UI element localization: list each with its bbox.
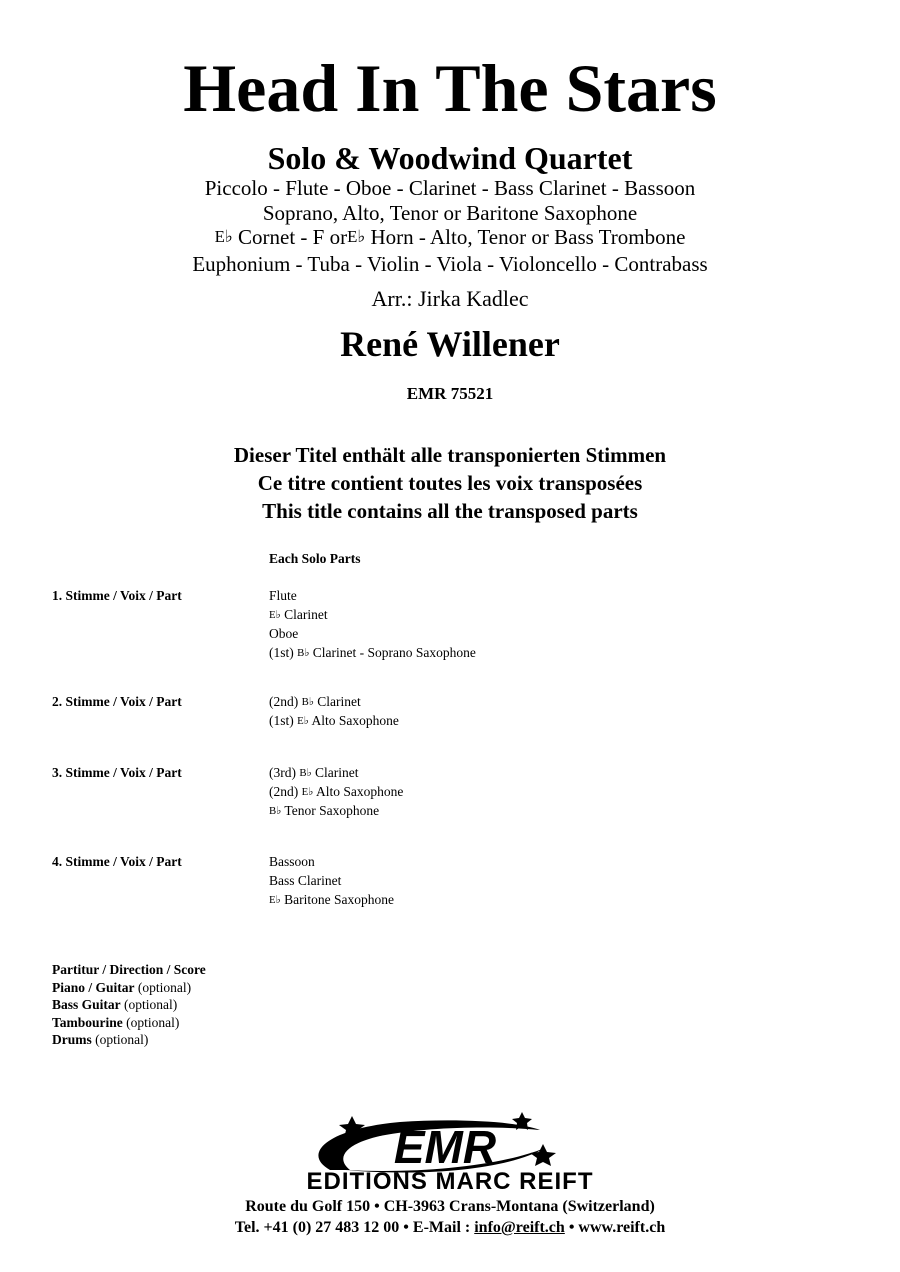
publisher-name: EDITIONS MARC REIFT	[306, 1168, 594, 1195]
arranger: Arr.: Jirka Kadlec	[371, 286, 529, 311]
extra-part	[52, 1014, 206, 1032]
instrument-name: Clarinet - Soprano Saxophone	[309, 645, 476, 660]
extra-part-name: Tambourine	[52, 1014, 123, 1030]
notice-english: This title contains all the transposed parts	[262, 499, 638, 523]
parts-header: Each Solo Parts	[269, 551, 361, 566]
instrument-line-1: Piccolo - Flute - Oboe - Clarinet - Bass Clarinet - Bassoon	[204, 176, 696, 200]
instrument-name: Clarinet	[280, 607, 328, 622]
part-instrument	[269, 764, 403, 783]
part-instrument-list	[269, 693, 399, 731]
instrument-line-4: Euphonium - Tuba - Violin - Viola - Violoncello - Contrabass	[192, 251, 708, 276]
part-instrument	[269, 587, 476, 606]
instrument-prefix: (1st)	[269, 645, 298, 660]
instrument-key: B♭	[269, 804, 282, 817]
subtitle: Solo & Woodwind Quartet	[267, 140, 633, 176]
part-instrument	[269, 606, 476, 625]
extra-part-note: (optional)	[120, 997, 178, 1012]
publisher-address: Route du Golf 150 • CH-3963 Crans-Montana (Switzerland)	[245, 1198, 655, 1215]
transposed-notice	[0, 441, 900, 525]
part-instrument	[269, 625, 476, 644]
instrument-name: Tenor Saxophone	[281, 803, 380, 818]
instrument-line-2: Soprano, Alto, Tenor or Baritone Saxophone	[262, 200, 638, 225]
instrument-name: Clarinet	[311, 765, 359, 780]
logo-text: EMR	[393, 1121, 497, 1173]
instrument-name: Clarinet	[313, 694, 361, 709]
part-label: 1. Stimme / Voix / Part	[52, 588, 182, 603]
part-instrument	[269, 872, 394, 891]
part-instrument-list	[269, 764, 403, 821]
instrument-key: E♭	[297, 714, 309, 727]
star-icon	[530, 1144, 556, 1166]
extra-part	[52, 1031, 206, 1049]
extra-part-note: (optional)	[134, 979, 192, 995]
extra-part-note: (optional)	[122, 1014, 180, 1030]
instrument-list	[0, 176, 900, 276]
instrument-line-3	[0, 225, 900, 252]
part-label: 4. Stimme / Voix / Part	[52, 854, 182, 869]
extra-part-name: Piano / Guitar	[52, 979, 135, 995]
instrument-name: Bass Clarinet	[269, 873, 342, 888]
instrument-prefix: (2nd)	[269, 694, 302, 709]
catalog-number: EMR 75521	[406, 384, 494, 403]
instrument-key: E♭	[269, 608, 281, 621]
extra-part-name: Partitur / Direction / Score	[52, 962, 206, 977]
extra-part	[52, 996, 206, 1014]
part-label: 3. Stimme / Voix / Part	[52, 765, 182, 780]
instrument-key: B♭	[301, 695, 314, 708]
composer: René Willener	[340, 324, 560, 364]
instrument-name: Alto Saxophone	[308, 713, 399, 728]
extra-part-name: Bass Guitar	[52, 997, 121, 1012]
instrument-key: B♭	[299, 766, 312, 779]
extra-part-name: Drums	[52, 1032, 92, 1047]
email-link[interactable]: info@reift.ch	[474, 1219, 565, 1236]
instrument-key: E♭	[301, 785, 314, 798]
notice-german: Dieser Titel enthält alle transponierten Stimmen	[233, 443, 667, 467]
extra-part-note: (optional)	[91, 1032, 149, 1047]
part-instrument	[269, 644, 476, 663]
part-instrument	[269, 712, 399, 731]
part-instrument-list	[269, 587, 476, 663]
part-instrument	[269, 783, 403, 802]
contact-phone: Tel. +41 (0) 27 483 12 00 • E-Mail :	[234, 1219, 475, 1236]
flat-symbol: E♭	[214, 227, 233, 247]
page-title: Head In The Stars	[183, 50, 717, 126]
instrument-prefix: (2nd)	[269, 784, 302, 799]
part-instrument	[269, 853, 394, 872]
extra-parts-list	[52, 961, 206, 1049]
instrument-name: Baritone Saxophone	[280, 892, 394, 907]
extra-part	[52, 979, 206, 997]
part-instrument	[269, 693, 399, 712]
instrument-line-3b: Horn - Alto, Tenor or Bass Trombone	[370, 225, 686, 249]
instrument-line-3a: Cornet - F or	[238, 225, 348, 249]
instrument-prefix: (3rd)	[269, 765, 300, 780]
publisher-contact	[0, 1218, 900, 1238]
instrument-prefix: (1st)	[269, 713, 298, 728]
notice-french: Ce titre contient toutes les voix transposées	[257, 471, 643, 495]
part-instrument	[269, 802, 403, 821]
instrument-key: B♭	[297, 646, 310, 659]
instrument-key: E♭	[269, 893, 281, 906]
instrument-name: Bassoon	[269, 854, 315, 869]
part-label: 2. Stimme / Voix / Part	[52, 694, 182, 709]
instrument-name: Alto Saxophone	[313, 784, 404, 799]
flat-symbol: E♭	[347, 227, 366, 247]
extra-part	[52, 961, 206, 979]
part-instrument-list	[269, 853, 394, 910]
instrument-name: Flute	[269, 588, 297, 603]
contact-website: • www.reift.ch	[564, 1219, 666, 1236]
instrument-name: Oboe	[269, 626, 299, 641]
part-instrument	[269, 891, 394, 910]
